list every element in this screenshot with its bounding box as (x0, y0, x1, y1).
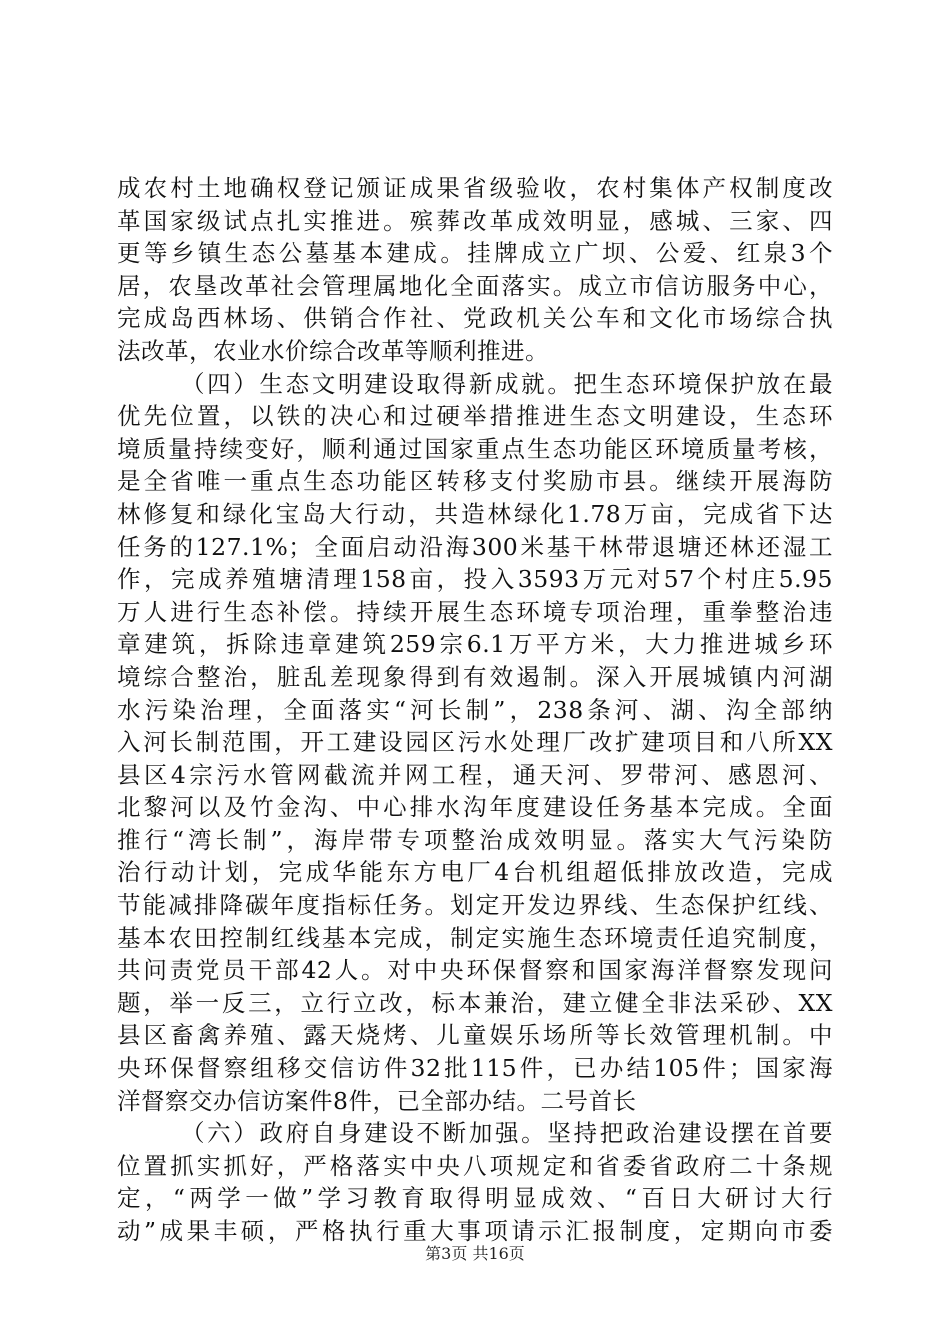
text-line: 县区畜禽养殖、露天烧烤、儿童娱乐场所等长效管理机制。中 (117, 1021, 833, 1050)
text-line: 基本农田控制红线基本完成，制定实施生态环境责任追究制度， (117, 923, 833, 952)
text-line: 作，完成养殖塘清理158亩，投入3593万元对57个村庄5.95 (117, 565, 833, 594)
text-line: 境质量持续变好，顺利通过国家重点生态功能区环境质量考核， (117, 434, 833, 463)
text-line: 治行动计划，完成华能东方电厂4台机组超低排放改造，完成 (117, 858, 833, 887)
text-line: 居，农垦改革社会管理属地化全面落实。成立市信访服务中心， (117, 271, 833, 300)
text-line: 章建筑，拆除违章建筑259宗6.1万平方米，大力推进城乡环 (117, 630, 833, 659)
text-line: 节能减排降碳年度指标任务。划定开发边界线、生态保护红线、 (117, 891, 833, 920)
text-line: 万人进行生态补偿。持续开展生态环境专项治理，重拳整治违 (117, 597, 833, 626)
text-line: 入河长制范围，开工建设园区污水处理厂改扩建项目和八所XX (117, 728, 833, 757)
text-line: 境综合整治，脏乱差现象得到有效遏制。深入开展城镇内河湖 (117, 662, 833, 691)
text-line: 位置抓实抓好，严格落实中央八项规定和省委省政府二十条规 (117, 1151, 833, 1180)
text-line: 央环保督察组移交信访件32批115件，已办结105件；国家海 (117, 1054, 833, 1083)
text-line: 是全省唯一重点生态功能区转移支付奖励市县。继续开展海防 (117, 467, 833, 496)
text-line: 水污染治理，全面落实“河长制”，238条河、湖、沟全部纳 (117, 695, 833, 724)
text-line: 定，“两学一做”学习教育取得明显成效、“百日大研讨大行 (117, 1184, 833, 1213)
text-line: 更等乡镇生态公墓基本建成。挂牌成立广坝、公爱、红泉3个 (117, 239, 833, 268)
text-line: 推行“湾长制”，海岸带专项整治成效明显。落实大气污染防 (117, 825, 833, 854)
paragraph-start-line: （六）政府自身建设不断加强。坚持把政治建设摆在首要 (181, 1119, 833, 1148)
text-line: 题，举一反三，立行立改，标本兼治，建立健全非法采砂、XX (117, 988, 833, 1017)
body-text (117, 172, 833, 1248)
text-line: 北黎河以及竹金沟、中心排水沟年度建设任务基本完成。全面 (117, 793, 833, 822)
page-number-footer: 第3页 共16页 (425, 1244, 525, 1263)
paragraph-start-line: （四）生态文明建设取得新成就。把生态环境保护放在最 (181, 369, 833, 398)
text-line: 优先位置，以铁的决心和过硬举措推进生态文明建设，生态环 (117, 402, 833, 431)
text-line: 革国家级试点扎实推进。殡葬改革成效明显，感城、三家、四 (117, 206, 833, 235)
text-line: 完成岛西林场、供销合作社、党政机关公车和文化市场综合执 (117, 304, 833, 333)
text-line: 洋督察交办信访案件8件，已全部办结。二号首长 (117, 1086, 637, 1115)
text-line: 任务的127.1%；全面启动沿海300米基干林带退塘还林还湿工 (117, 532, 833, 561)
text-line: 林修复和绿化宝岛大行动，共造林绿化1.78万亩，完成省下达 (117, 499, 833, 528)
text-line: 共问责党员干部42人。对中央环保督察和国家海洋督察发现问 (117, 956, 833, 985)
text-line: 动”成果丰硕，严格执行重大事项请示汇报制度，定期向市委 (117, 1217, 833, 1245)
text-line: 县区4宗污水管网截流并网工程，通天河、罗带河、感恩河、 (117, 760, 833, 789)
text-line: 法改革，农业水价综合改革等顺利推进。 (117, 336, 549, 365)
text-line: 成农村土地确权登记颁证成果省级验收，农村集体产权制度改 (117, 174, 833, 202)
